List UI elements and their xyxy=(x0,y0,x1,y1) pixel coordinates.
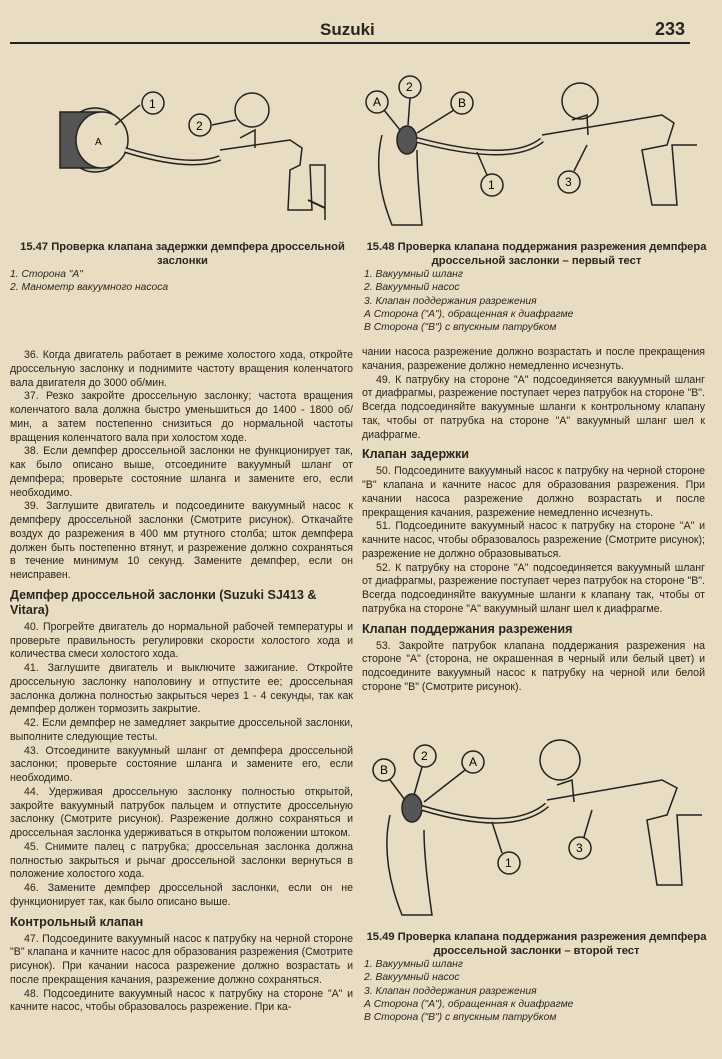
caption-item: 1. Вакуумный шланг xyxy=(364,959,463,970)
fig1-label-a: A xyxy=(95,137,102,148)
figure-15-47-caption xyxy=(10,240,355,295)
section-heading: Контрольный клапан xyxy=(10,914,144,929)
paragraph-48: 48. Подсоедините вакуумный насос к патрубку на стороне "А" и качните насос, чтобы образовалось разрежение. При ка- xyxy=(10,987,353,1014)
left-column xyxy=(10,349,353,1015)
paragraph-43: 43. Отсоедините вакуумный шланг от демпфера дроссельной заслонки; проверьте состояние шланга и замените его, если необходимо. xyxy=(10,744,353,784)
paragraph-47: 47. Подсоедините вакуумный насос к патрубку на черной стороне "В" клапана и качните насос для образования разрежения (Смотрите рисунок). При качании насоса разрежение должно возрастать и после прекращения качания, разрежение должно сохраняться. xyxy=(10,932,353,986)
right-column xyxy=(362,346,705,695)
paragraph-40: 40. Прогрейте двигатель до нормальной рабочей температуры и проверьте правильность регулировки скорости холостого хода и количества смеси холостого хода. xyxy=(10,620,353,661)
figure-15-49-caption xyxy=(364,930,709,1024)
paragraph-45: 45. Снимите палец с патрубка; дроссельная заслонка должна полностью закрыться и рычаг дроссельной заслонки вернуться в положение холостого хода. xyxy=(10,840,353,881)
paragraph-38: 38. Если демпфер дроссельной заслонки не функционирует так, как было описано выше, отсоедините вакуумный шланг от демпфера; проверьте состояние шланга и замените его, если необходимо. xyxy=(10,445,353,499)
paragraph-48-continued: чании насоса разрежение должно возрастать и после прекращения качания, разрежение должно немедленно исчезнуть. xyxy=(362,346,705,372)
fig2-label-1: 1 xyxy=(488,178,495,192)
fig3-label-a: A xyxy=(469,755,478,769)
figure-15-48-illustration xyxy=(362,65,712,235)
caption-item: 2. Вакуумный насос xyxy=(364,972,460,984)
caption-title: 15.48 Проверка клапана поддержания разрежения демпфера дроссельной заслонки – первый тест xyxy=(366,241,707,267)
header-rule xyxy=(10,42,690,44)
fig1-label-2: 2 xyxy=(196,119,203,133)
fig2-label-b: B xyxy=(458,96,467,110)
caption-item: 3. Клапан поддержания разрежения xyxy=(364,295,537,307)
page-number: 233 xyxy=(655,19,686,39)
caption-item: 2. Манометр вакуумного насоса xyxy=(10,282,169,294)
paragraph-42: 42. Если демпфер не замедляет закрытие дроссельной заслонки, выполните следующие тесты. xyxy=(10,717,353,743)
caption-item: А Сторона ("А"), обращенная к диафрагме xyxy=(364,998,574,1010)
caption-item: 1. Вакуумный шланг xyxy=(364,269,463,280)
paragraph-49: 49. К патрубку на стороне "А" подсоединяется вакуумный шланг от диафрагмы, разрежение поступает через патрубок на стороне "В". Всегда подсоединяйте вакуумные шланги к контрольному клапану так, чтобы от патрубка на стороне "А" вакуумный шланг шел к диафрагме. xyxy=(362,373,705,441)
section-heading: Демпфер дроссельной заслонки (Suzuki SJ413 & Vitara) xyxy=(10,587,317,617)
caption-item: 2. Вакуумный насос xyxy=(364,282,460,294)
paragraph-36: 36. Когда двигатель работает в режиме холостого хода, откройте дроссельную заслонку и поднимите частоту вращения коленчатого вала двигателя до 3000 об/мин. xyxy=(10,349,353,389)
fig3-label-b: B xyxy=(380,763,389,777)
caption-item: 3. Клапан поддержания разрежения xyxy=(364,985,537,997)
fig3-label-3: 3 xyxy=(576,841,583,855)
paragraph-51: 51. Подсоедините вакуумный насос к патрубку на стороне "А" и качните насос, чтобы образовалось разрежение (Смотрите рисунок); разрежение не должно образовываться. xyxy=(362,520,705,560)
fig1-label-1: 1 xyxy=(149,97,156,111)
caption-item: А Сторона ("А"), обращенная к диафрагме xyxy=(364,308,574,320)
paragraph-37: 37. Резко закройте дроссельную заслонку; частота вращения коленчатого вала должна быстро уменьшиться до 1400 - 1800 об/мин, а затем постепенно снизиться до нормальной частоты вращения коленчатого вала при холостом ходе. xyxy=(10,390,353,444)
fig3-label-1: 1 xyxy=(505,856,512,870)
caption-item: В Сторона ("В") с впускным патрубком xyxy=(364,322,557,334)
paragraph-53: 53. Закройте патрубок клапана поддержания разрежения на стороне "А" (сторона, не окрашенная в черный или белый цвет) и подсоедините вакуумный насос к патрубку на черной или белой стороне "В" (Смотрите рисунок). xyxy=(362,639,705,693)
figure-15-47-illustration xyxy=(40,70,340,235)
fig2-label-3: 3 xyxy=(565,175,572,189)
paragraph-50: 50. Подсоедините вакуумный насос к патрубку на черной стороне "В" клапана и качните насос для образования разрежения. При качании насоса разрежение должно возрастать и после прекращения качания, разрежение немедленно исчезнуть. xyxy=(362,465,705,519)
figure-15-48-caption xyxy=(364,240,709,334)
fig3-label-2: 2 xyxy=(421,749,428,763)
section-heading: Клапан поддержания разрежения xyxy=(362,621,573,636)
section-heading: Клапан задержки xyxy=(362,447,470,462)
paragraph-41: 41. Заглушите двигатель и выключите зажигание. Откройте дроссельную заслонку наполовину и отпустите ее; дроссельная заслонка должна полностью закрыться через 1 - 4 секунды, так как демпфер должен тормозить закрытие. xyxy=(10,662,353,716)
running-title: Suzuki xyxy=(320,20,375,39)
figure-15-49-illustration xyxy=(362,720,712,920)
caption-item: В Сторона ("В") с впускным патрубком xyxy=(364,1012,557,1024)
paragraph-39: 39. Заглушите двигатель и подсоедините вакуумный насос к демпферу дроссельной заслонки (Смотрите рисунок). Откачайте воздух до разрежения в 400 мм ртутного столба; шток демпфера должен быть постепенно втянут, и разрежение должно сохраняться в течение минимум 10 секунд. Замените демпфер, если он неисправен. xyxy=(10,500,353,581)
paragraph-44: 44. Удерживая дроссельную заслонку полностью открытой, закройте вакуумный патрубок пальцем и отпустите дроссельную заслонку (Смотрите рисунок). Разрежение должно сохраняться и дроссельная заслонка удерживаться в открытом положении штоком. xyxy=(10,785,353,839)
caption-title: 15.47 Проверка клапана задержки демпфера дроссельной заслонки xyxy=(20,241,345,267)
fig2-label-a: A xyxy=(373,95,382,109)
paragraph-46: 46. Замените демпфер дроссельной заслонки, если он не функционирует так, как было описано выше. xyxy=(10,882,353,908)
paragraph-52: 52. К патрубку на стороне "А" подсоединяется вакуумный шланг от диафрагмы, разрежение поступает через патрубок на стороне "В". Всегда подсоединяйте вакуумные шланги к клапану так, чтобы от патрубка на стороне "А" вакуумный шланг шел к диафрагме. xyxy=(362,561,705,615)
caption-title: 15.49 Проверка клапана поддержания разрежения демпфера дроссельной заслонки – второй тест xyxy=(366,931,707,957)
caption-item: 1. Сторона "А" xyxy=(10,269,83,280)
fig2-label-2: 2 xyxy=(406,80,413,94)
